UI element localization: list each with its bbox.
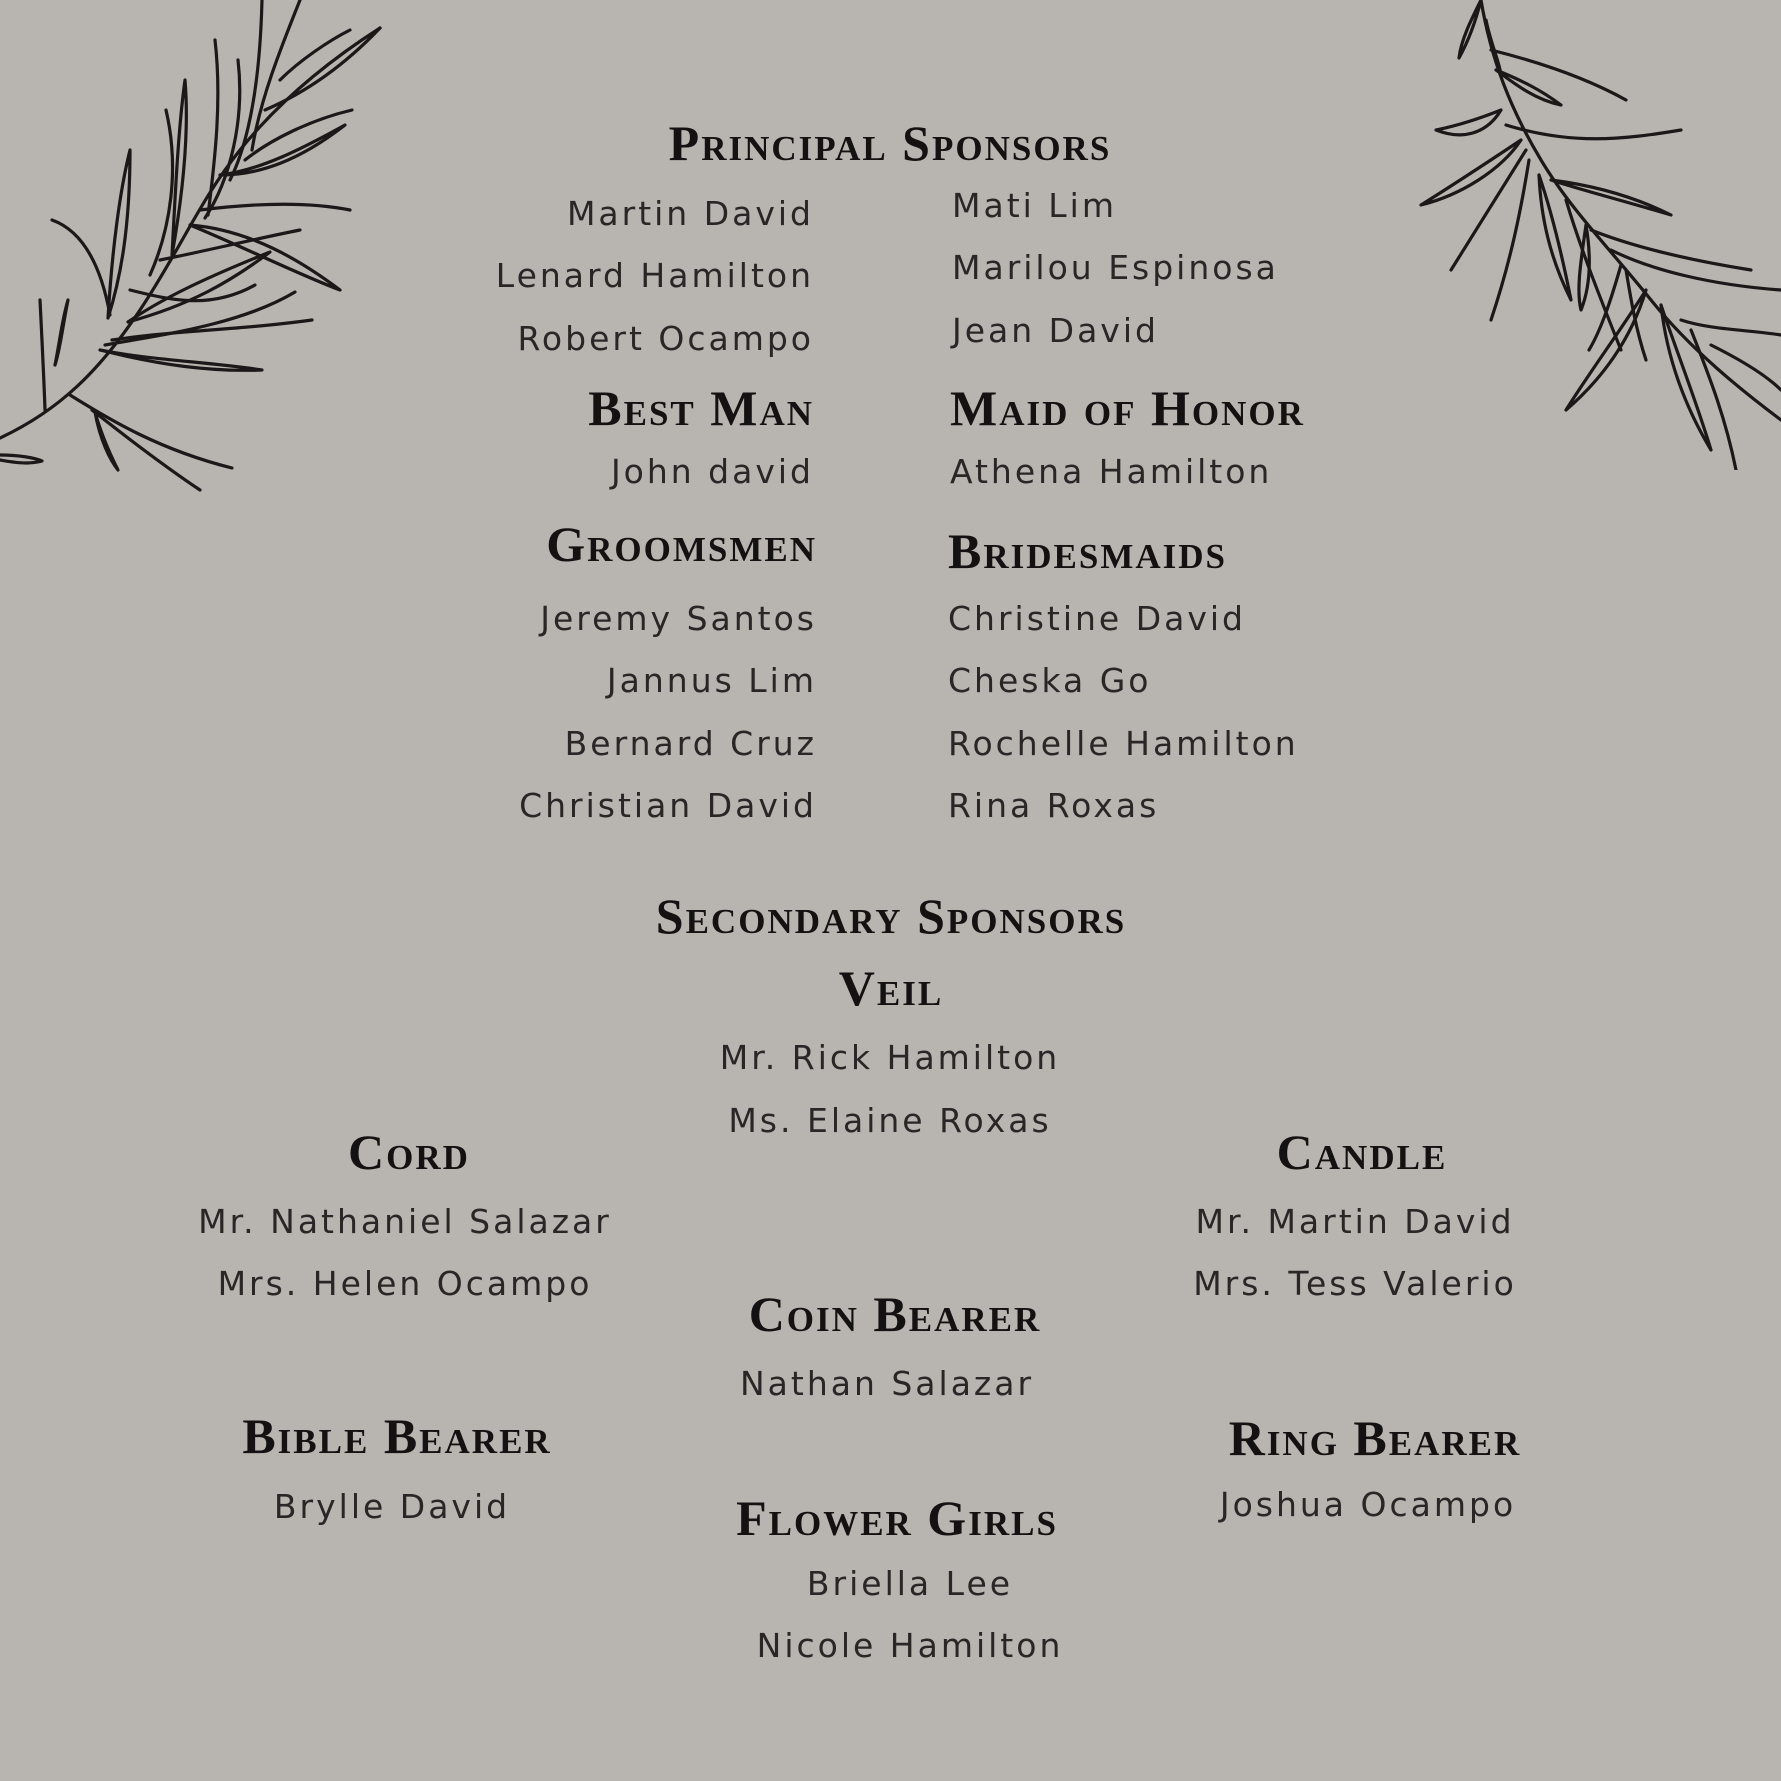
- coin-bearer-title: Coin Bearer: [748, 1286, 1042, 1342]
- principal-sponsor-left-2: Lenard Hamilton: [495, 256, 814, 295]
- cord-name-1: Mr. Nathaniel Salazar: [198, 1202, 612, 1241]
- maid-of-honor-title: Maid of Honor: [950, 380, 1305, 436]
- cord-title: Cord: [348, 1124, 470, 1180]
- principal-sponsor-right-2: Marilou Espinosa: [952, 248, 1279, 287]
- best-man-title: Best Man: [588, 380, 814, 436]
- veil-name-1: Mr. Rick Hamilton: [719, 1038, 1061, 1077]
- veil-title: Veil: [838, 960, 944, 1016]
- flower-girl-2: Nicole Hamilton: [756, 1626, 1064, 1665]
- bridesmaids-title: Bridesmaids: [948, 523, 1228, 579]
- groomsmen-title: Groomsmen: [546, 516, 817, 572]
- principal-sponsor-right-3: Jean David: [952, 311, 1159, 350]
- coin-bearer-name: Nathan Salazar: [739, 1364, 1035, 1403]
- best-man-name: John david: [610, 452, 814, 491]
- bible-bearer-title: Bible Bearer: [242, 1408, 552, 1464]
- groomsman-2: Jannus Lim: [606, 661, 817, 700]
- candle-name-1: Mr. Martin David: [1195, 1202, 1515, 1241]
- flower-girls-title: Flower Girls: [736, 1490, 1058, 1546]
- bridesmaid-3: Rochelle Hamilton: [948, 724, 1299, 763]
- cord-name-2: Mrs. Helen Ocampo: [217, 1264, 593, 1303]
- bible-bearer-name: Brylle David: [273, 1487, 511, 1526]
- groomsman-3: Bernard Cruz: [564, 724, 817, 763]
- principal-sponsor-left-3: Robert Ocampo: [517, 319, 814, 358]
- candle-title: Candle: [1276, 1124, 1448, 1180]
- maid-of-honor-name: Athena Hamilton: [950, 452, 1273, 491]
- leaf-branch-left-icon: [0, 0, 400, 500]
- groomsman-4: Christian David: [519, 786, 817, 825]
- bridesmaid-1: Christine David: [948, 599, 1246, 638]
- ring-bearer-name: Joshua Ocampo: [1219, 1485, 1517, 1524]
- ring-bearer-title: Ring Bearer: [1228, 1410, 1522, 1466]
- candle-name-2: Mrs. Tess Valerio: [1193, 1264, 1517, 1303]
- principal-sponsor-left-1: Martin David: [566, 194, 814, 233]
- veil-name-2: Ms. Elaine Roxas: [728, 1101, 1052, 1140]
- bridesmaid-4: Rina Roxas: [948, 786, 1160, 825]
- principal-sponsors-title: Principal Sponsors: [668, 115, 1112, 171]
- secondary-sponsors-title: Secondary Sponsors: [655, 888, 1127, 944]
- bridesmaid-2: Cheska Go: [948, 661, 1152, 700]
- groomsman-1: Jeremy Santos: [540, 599, 817, 638]
- principal-sponsor-right-1: Mati Lim: [952, 186, 1117, 225]
- flower-girl-1: Briella Lee: [806, 1564, 1014, 1603]
